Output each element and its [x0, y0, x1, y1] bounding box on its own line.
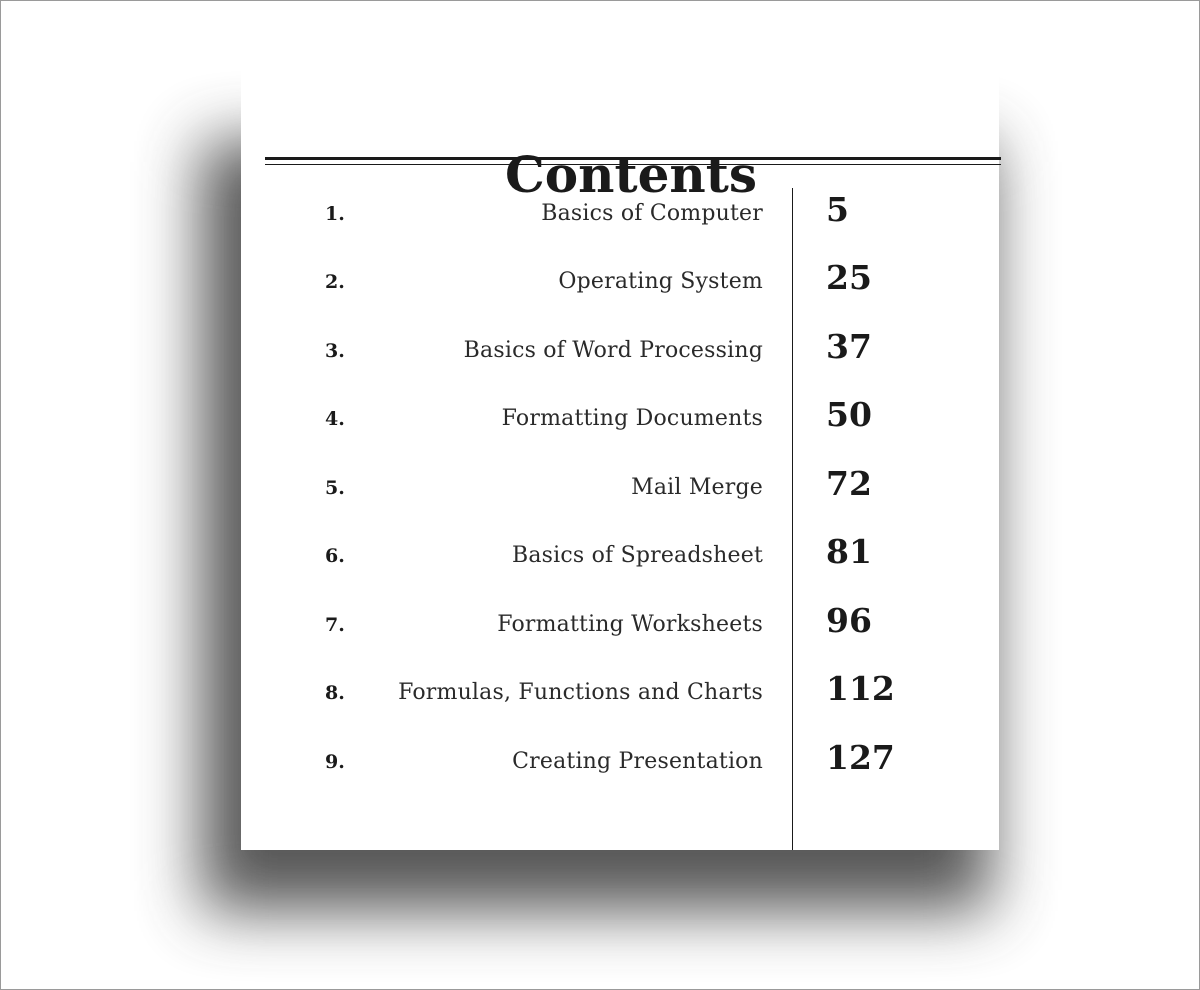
chapter-number: 2.	[325, 271, 345, 293]
page-number: 25	[826, 258, 872, 297]
contents-list	[241, 63, 999, 850]
chapter-title: Formatting Worksheets	[497, 612, 763, 637]
chapter-title: Basics of Spreadsheet	[511, 543, 763, 568]
chapter-title: Creating Presentation	[512, 749, 763, 774]
page-number: 72	[826, 464, 872, 503]
chapter-title: Mail Merge	[631, 475, 763, 500]
chapter-title: Operating System	[558, 269, 763, 294]
page-number: 96	[826, 601, 872, 640]
contents-entry	[241, 190, 999, 233]
chapter-number: 6.	[325, 545, 345, 567]
page-number: 50	[826, 395, 872, 434]
page-number: 81	[826, 532, 872, 571]
chapter-number: 8.	[325, 682, 345, 704]
chapter-title: Formatting Documents	[501, 406, 763, 431]
chapter-title: Basics of Computer	[541, 201, 763, 226]
chapter-number: 3.	[325, 340, 345, 362]
page-number: 112	[826, 669, 895, 708]
contents-entry	[241, 601, 999, 644]
contents-page	[241, 63, 999, 850]
chapter-number: 5.	[325, 477, 345, 499]
chapter-number: 9.	[325, 751, 345, 773]
chapter-number: 7.	[325, 614, 345, 636]
chapter-title: Formulas, Functions and Charts	[398, 680, 763, 705]
contents-entry	[241, 532, 999, 575]
chapter-number: 1.	[325, 203, 345, 225]
contents-entry	[241, 464, 999, 507]
contents-entry	[241, 738, 999, 781]
page-number: 37	[826, 327, 872, 366]
chapter-title: Basics of Word Processing	[463, 338, 763, 363]
contents-entry	[241, 395, 999, 438]
contents-entry	[241, 669, 999, 712]
page-number: 5	[826, 190, 849, 229]
page-number: 127	[826, 738, 895, 777]
page-title: Contents	[504, 145, 757, 204]
contents-entry	[241, 258, 999, 301]
contents-entry	[241, 327, 999, 370]
chapter-number: 4.	[325, 408, 345, 430]
